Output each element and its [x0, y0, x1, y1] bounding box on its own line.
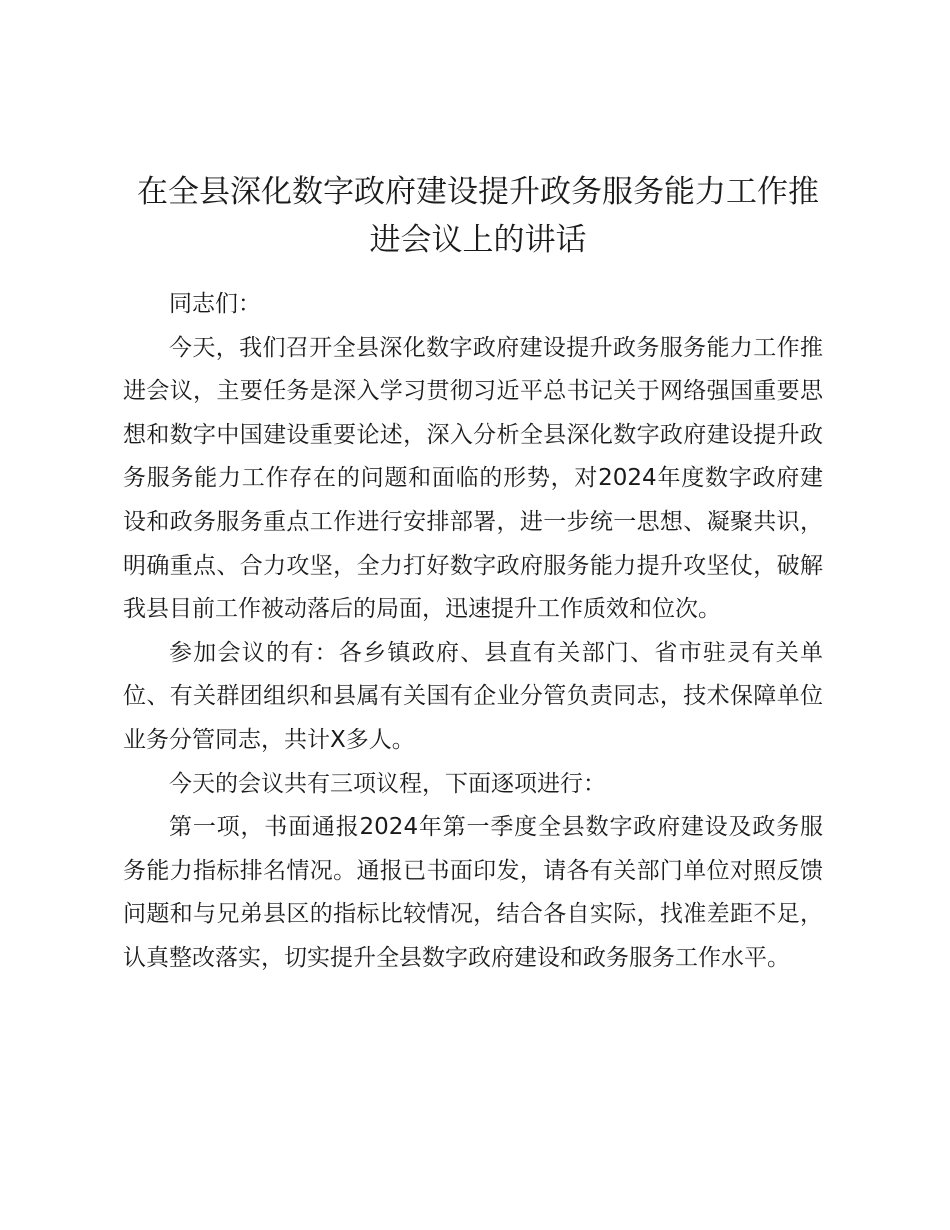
- item-one-paragraph: 第一项，书面通报2024年第一季度全县数字政府建设及政务服务能力指标排名情况。通报已书面印发，请各有关部门单位对照反馈问题和与兄弟县区的指标比较情况，结合各自实际，找准差距不足，认真整改落实，切实提升全县数字政府建设和政务服务工作水平。: [123, 814, 823, 971]
- document-title: 在全县深化数字政府建设提升政务服务能力工作推进会议上的讲话: [137, 174, 819, 258]
- salutation-paragraph: 同志们：: [169, 291, 261, 317]
- intro-paragraph: 今天，我们召开全县深化数字政府建设提升政务服务能力工作推进会议，主要任务是深入学习贯彻习近平总书记关于网络强国重要思想和数字中国建设重要论述，深入分析全县深化数字政府建设提升政务服务能力工作存在的问题和面临的形势，对2024年度数字政府建设和政务服务重点工作进行安排部署，进一步统一思想、凝聚共识，明确重点、合力攻坚，全力打好数字政府服务能力提升攻坚仗，破解我县目前工作被动落后的局面，迅速提升工作质效和位次。: [123, 334, 823, 623]
- agenda-paragraph: 今天的会议共有三项议程，下面逐项进行：: [169, 770, 606, 797]
- attendees-paragraph: 参加会议的有：各乡镇政府、县直有关部门、省市驻灵有关单位、有关群团组织和县属有关国有企业分管负责同志，技术保障单位业务分管同志，共计X多人。: [123, 639, 823, 753]
- document-body: [123, 283, 823, 981]
